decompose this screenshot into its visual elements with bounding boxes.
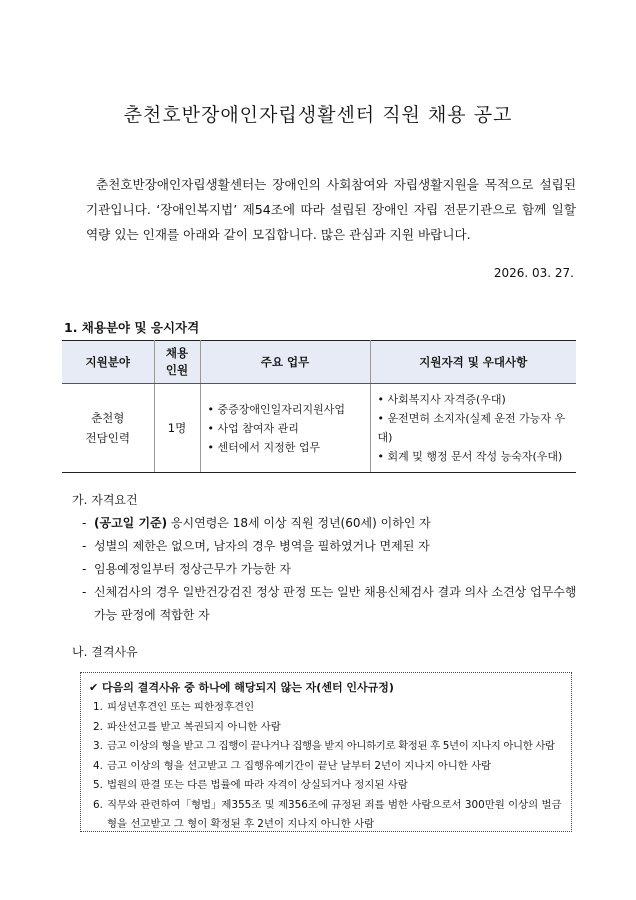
duty-item: • 사업 참여자 관리 (207, 421, 299, 435)
list-item-body: 임용예정일부터 정상근무가 가능한 자 (94, 562, 291, 576)
qualification-item: • 사회복지사 자격증(우대) (377, 393, 506, 406)
list-item (82, 581, 582, 627)
item-number: 2. (93, 720, 103, 733)
header-field: 지원분야 (62, 341, 154, 384)
section-title-recruitment: 1. 채용분야 및 응시자격 (64, 320, 200, 335)
list-item (89, 776, 563, 796)
list-item (82, 558, 582, 581)
dash-marker: - (82, 562, 87, 576)
recruitment-table (62, 340, 576, 473)
list-item (82, 535, 582, 558)
cell-qualifications (370, 384, 576, 473)
list-item (89, 757, 563, 777)
list-item (89, 737, 563, 757)
disqualification-box (80, 672, 572, 832)
qualification-list (82, 512, 582, 627)
list-item-body: 금고 이상의 형을 받고 그 집행이 끝나거나 집행을 받지 아니하기로 확정된 후 5년이 지나지 아니한 사람 (107, 740, 555, 752)
list-item-text (94, 512, 582, 535)
list-item (82, 512, 582, 535)
item-number: 4. (93, 759, 103, 772)
list-item-body: 파산선고를 받고 복권되지 아니한 사람 (107, 720, 281, 733)
duty-item: • 중증장애인일자리지원사업 (207, 402, 345, 416)
dash-marker: - (82, 516, 87, 530)
header-count (154, 341, 200, 384)
subsection-title-disqualifications: 나. 결격사유 (72, 645, 138, 659)
list-item-body: 신체검사의 경우 일반건강검진 정상 판정 또는 일반 채용신체검사 결과 의사 소견상 업무수행 가능 판정에 적합한 자 (94, 585, 577, 622)
disqualification-heading: ✔ 다음의 결격사유 중 하나에 해당되지 않는 자(센터 인사규정) (89, 681, 394, 694)
subsection-title-qualifications: 가. 자격요건 (72, 493, 138, 507)
dash-marker: - (82, 539, 87, 553)
item-number: 1. (93, 701, 103, 713)
qualification-item: • 회계 및 행정 문서 작성 능숙자(우대) (377, 450, 563, 463)
item-number: 5. (93, 779, 103, 791)
list-item-body: 피성년후견인 또는 피한정후견인 (107, 701, 255, 713)
table-header-row (62, 341, 576, 384)
item-number: 6. (93, 798, 103, 811)
list-item-body: 직무와 관련하여「형법」제355조 및 제356조에 규정된 죄를 범한 사람으로서 300만원 이상의 벌금형을 선고받고 그 형이 확정된 후 2년이 지나지 아니한 사람 (107, 798, 562, 830)
list-item-body: 응시연령은 18세 이상 직원 정년(60세) 이하인 자 (167, 516, 431, 530)
list-item-body: 성별의 제한은 없으며, 남자의 경우 병역을 필하였거나 면제된 자 (94, 539, 430, 553)
list-item-body: 법원의 판결 또는 다른 법률에 따라 자격이 상실되거나 정지된 사람 (107, 779, 408, 791)
header-count-text: 채용 인원 (165, 346, 189, 377)
emphasis-text: (공고일 기준) (94, 516, 168, 530)
duty-item: • 센터에서 지정한 업무 (207, 440, 321, 454)
qualification-item: • 운전면허 소지자(실제 운전 가능자 우대) (377, 412, 566, 444)
item-number: 3. (93, 740, 103, 752)
dash-marker: - (82, 585, 87, 599)
intro-paragraph: 춘천호반장애인자립생활센터는 장애인의 사회참여와 자립생활지원을 목적으로 설립된 기관입니다. ‘장애인복지법’ 제54조에 따라 설립된 장애인 자립 전문기관으로 함께 일할 역량 있는 인재를 아래와 같이 모집합니다. 많은 관심과 지원 바랍니다. (86, 177, 576, 242)
list-item (89, 698, 563, 718)
list-item (89, 796, 563, 835)
list-item-body: 금고 이상의 형을 선고받고 그 집행유예기간이 끝난 날부터 2년이 지나지 아니한 사람 (107, 759, 492, 772)
cell-field (62, 384, 154, 473)
header-duties: 주요 업무 (200, 341, 370, 384)
cell-count: 1명 (154, 384, 200, 473)
list-item (89, 718, 563, 738)
header-qualifications: 지원자격 및 우대사항 (370, 341, 576, 384)
page-title: 춘천호반장애인자립생활센터 직원 채용 공고 (123, 104, 513, 126)
announcement-date: 2026. 03. 27. (493, 266, 574, 280)
table-row (62, 384, 576, 473)
field-name: 춘천형 전담인력 (85, 411, 130, 445)
cell-duties (200, 384, 370, 473)
